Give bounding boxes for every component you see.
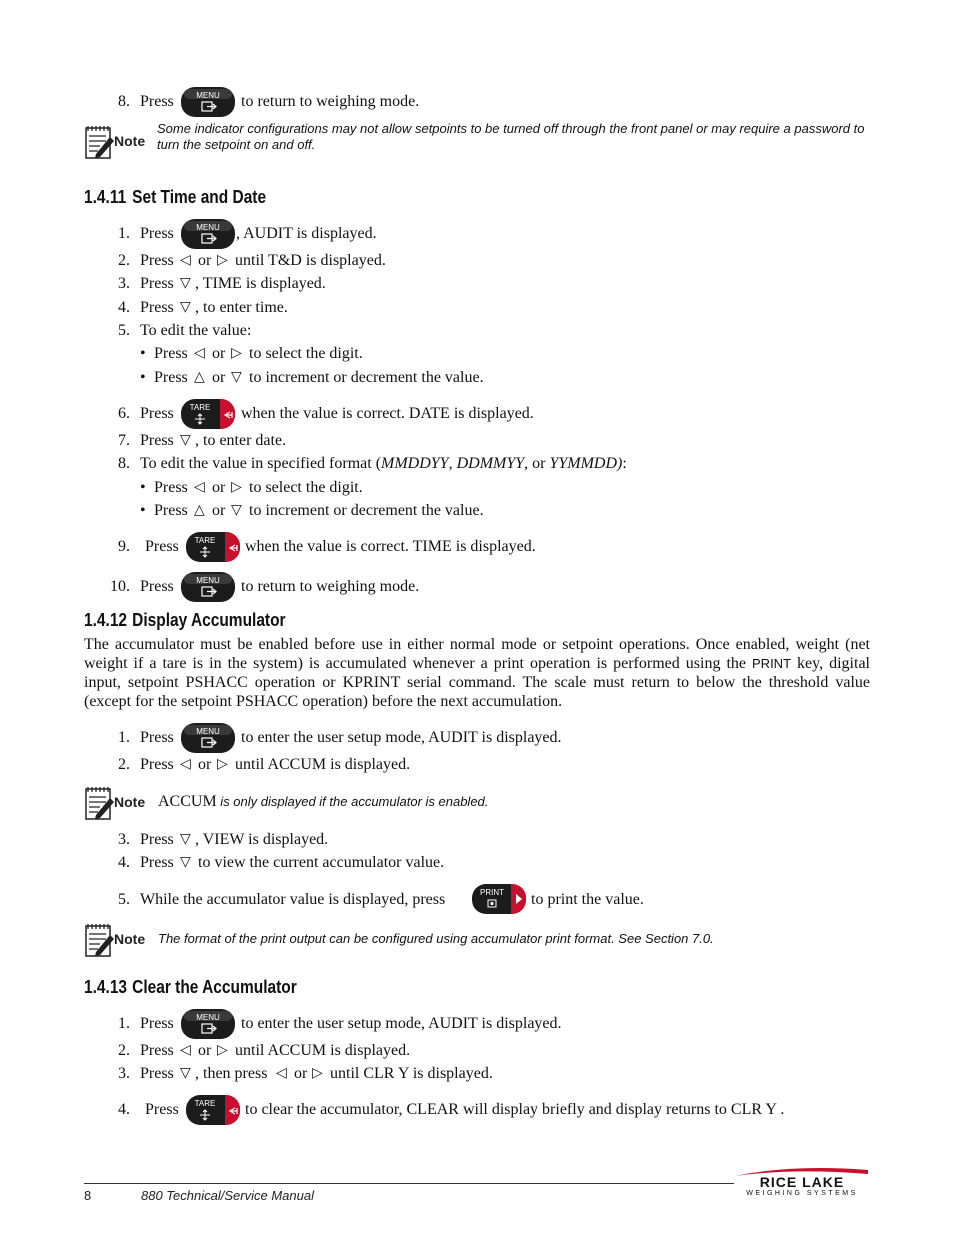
- step-text-post: until T&D is displayed.: [235, 252, 386, 269]
- step-number: 1.: [118, 225, 130, 242]
- down-arrow-icon: ▽: [180, 1066, 191, 1081]
- or-text: or: [212, 345, 226, 362]
- step-text-post: until ACCUM is displayed.: [235, 1042, 411, 1059]
- section-title: Set Time and Date: [132, 187, 267, 207]
- left-arrow-icon: ◁: [180, 757, 191, 772]
- logo-sub-text: WEIGHING SYSTEMS: [746, 1190, 858, 1197]
- step-text-post: , TIME is displayed.: [195, 275, 326, 292]
- step-number: 1.: [118, 1015, 130, 1032]
- step-text-post: to increment or decrement the value.: [249, 502, 484, 519]
- tare-key-icon: [180, 398, 236, 430]
- step-text-post: to return to weighing mode.: [241, 93, 420, 110]
- footer-rule: [84, 1183, 734, 1184]
- step-text: Press: [154, 502, 188, 519]
- note-icon: [84, 124, 154, 160]
- or-text: or: [212, 369, 226, 386]
- note-text: Some indicator configurations may not allow setpoints to be turned off through the front panel or may require a password to turn the setpoint on and off.: [157, 121, 865, 152]
- step-text-mid: , then press: [195, 1065, 268, 1082]
- down-arrow-icon: ▽: [180, 300, 191, 315]
- down-arrow-icon: ▽: [180, 433, 191, 448]
- or-text: or: [198, 1042, 212, 1059]
- step-text-post: to increment or decrement the value.: [249, 369, 484, 386]
- section-title: Display Accumulator: [132, 610, 286, 630]
- section-heading-1-4-13: [84, 977, 297, 998]
- step-text: While the accumulator value is displayed, press: [140, 891, 446, 908]
- step-number: 10.: [110, 578, 130, 595]
- step-text-post: until CLR Y is displayed.: [330, 1065, 493, 1082]
- down-arrow-icon: ▽: [231, 370, 242, 385]
- step-number: 7.: [118, 432, 130, 449]
- step-text: Press: [154, 369, 188, 386]
- step-text: Press: [140, 578, 174, 595]
- down-arrow-icon: ▽: [180, 276, 191, 291]
- or-text: or: [212, 502, 226, 519]
- step-text: Press: [140, 1065, 174, 1082]
- or-text: or: [212, 479, 226, 496]
- step-number: 3.: [118, 1065, 130, 1082]
- or-text: or: [198, 252, 212, 269]
- right-arrow-icon: ▷: [217, 1043, 228, 1058]
- right-arrow-icon: ▷: [217, 253, 228, 268]
- step-text: Press: [154, 479, 188, 496]
- step-number: 3.: [118, 275, 130, 292]
- or-text: or: [198, 756, 212, 773]
- step-number: 2.: [118, 756, 130, 773]
- left-arrow-icon: ◁: [194, 480, 205, 495]
- down-arrow-icon: ▽: [231, 503, 242, 518]
- section-heading-1-4-11: [84, 187, 266, 208]
- step-text-post: , to enter time.: [195, 299, 288, 316]
- up-arrow-icon: △: [194, 503, 205, 518]
- or-text: or: [294, 1065, 308, 1082]
- step-text: Press: [154, 345, 188, 362]
- step-text: Press: [140, 225, 174, 242]
- page-number: 8: [84, 1188, 92, 1203]
- note-text: The format of the print output can be configured using accumulator print format. See Section 7.0.: [158, 931, 714, 946]
- section-heading-1-4-12: [84, 610, 286, 631]
- step-text-post: when the value is correct. TIME is displayed.: [245, 538, 536, 555]
- separator: ,: [448, 455, 457, 472]
- step-text-post: , AUDIT is displayed.: [236, 225, 377, 242]
- section-number: 1.4.12: [84, 610, 128, 630]
- step-number: 4.: [118, 299, 130, 316]
- step-number: 9.: [118, 538, 130, 555]
- format-intro: To edit the value in specified format (: [140, 455, 382, 472]
- bullet: •: [140, 369, 146, 386]
- rice-lake-logo: [733, 1166, 870, 1198]
- step-text-post: , VIEW is displayed.: [195, 831, 329, 848]
- step-text: Press: [140, 405, 174, 422]
- step-text: Press: [140, 275, 174, 292]
- left-arrow-icon: ◁: [194, 346, 205, 361]
- format-yymmdd: YYMMDD): [549, 455, 623, 472]
- step-number: 2.: [118, 1042, 130, 1059]
- step-text: Press: [140, 854, 174, 871]
- left-arrow-icon: ◁: [180, 253, 191, 268]
- right-arrow-icon: ▷: [231, 346, 242, 361]
- note-body: is only displayed if the accumulator is enabled.: [216, 794, 489, 809]
- right-arrow-icon: ▷: [312, 1066, 323, 1081]
- step-text-post: to return to weighing mode.: [241, 578, 420, 595]
- bullet: •: [140, 345, 146, 362]
- step-number: 5.: [118, 322, 130, 339]
- step-text: Press: [140, 252, 174, 269]
- menu-key-icon: [180, 1008, 236, 1040]
- step-text: Press: [140, 93, 174, 110]
- step-text-post: when the value is correct. DATE is displayed.: [241, 405, 534, 422]
- accumulator-paragraph: [84, 635, 870, 711]
- step-text-post: until ACCUM is displayed.: [235, 756, 411, 773]
- right-arrow-icon: ▷: [231, 480, 242, 495]
- paragraph-text: The accumulator must be enabled before use in either normal mode or setpoint operations. Once enabled, weight (net weight if a tare is in the system) is accumulated whenever a print operation is performed using the: [84, 636, 870, 672]
- step-text: [140, 454, 627, 474]
- print-key-icon: [471, 883, 527, 915]
- menu-key-icon: [180, 571, 236, 603]
- step-text-post: to select the digit.: [249, 345, 363, 362]
- logo-main-text: RICE LAKE: [759, 1174, 845, 1190]
- step-text-post: to view the current accumulator value.: [198, 854, 445, 871]
- note-text: [158, 793, 488, 811]
- step-text-post: to print the value.: [531, 891, 644, 908]
- menu-key-icon: [180, 722, 236, 754]
- step-text-post: to enter the user setup mode, AUDIT is displayed.: [241, 1015, 562, 1032]
- step-text-post: to enter the user setup mode, AUDIT is displayed.: [241, 729, 562, 746]
- note-icon: [84, 922, 154, 958]
- step-number: 8.: [118, 455, 130, 472]
- step-number: 6.: [118, 405, 130, 422]
- step-text: Press: [140, 831, 174, 848]
- step-text: Press: [140, 1042, 174, 1059]
- step-number: 2.: [118, 252, 130, 269]
- accum-word: ACCUM: [158, 793, 217, 810]
- left-arrow-icon: ◁: [180, 1043, 191, 1058]
- print-key-label: PRINT: [752, 656, 792, 671]
- colon: :: [622, 455, 627, 472]
- step-text-post: to select the digit.: [249, 479, 363, 496]
- step-text-post: , to enter date.: [195, 432, 287, 449]
- tare-key-icon: [185, 1094, 241, 1126]
- step-text: Press: [145, 1101, 179, 1118]
- down-arrow-icon: ▽: [180, 832, 191, 847]
- step-text: Press: [145, 538, 179, 555]
- step-number: 4.: [118, 854, 130, 871]
- paragraph-text: key, digital input, setpoint PSHACC operation or KPRINT serial command. The scale must return to below the threshold value (except for the setpoint PSHACC operation) before the next accumulation.: [84, 655, 870, 710]
- left-arrow-icon: ◁: [276, 1066, 287, 1081]
- up-arrow-icon: △: [194, 370, 205, 385]
- step-text: Press: [140, 432, 174, 449]
- section-title: Clear the Accumulator: [132, 977, 297, 997]
- bullet: •: [140, 479, 146, 496]
- section-number: 1.4.13: [84, 977, 128, 997]
- section-number: 1.4.11: [84, 187, 127, 207]
- step-text: Press: [140, 756, 174, 773]
- step-text: To edit the value:: [140, 322, 252, 339]
- step-number: 3.: [118, 831, 130, 848]
- manual-title: 880 Technical/Service Manual: [141, 1188, 314, 1203]
- step-number: 8.: [118, 93, 130, 110]
- menu-key-icon: [180, 86, 236, 118]
- step-number: 4.: [118, 1101, 130, 1118]
- down-arrow-icon: ▽: [180, 855, 191, 870]
- format-ddmmyy: DDMMYY: [456, 455, 525, 472]
- right-arrow-icon: ▷: [217, 757, 228, 772]
- bullet: •: [140, 502, 146, 519]
- step-text: Press: [140, 729, 174, 746]
- step-number: 5.: [118, 891, 130, 908]
- step-number: 1.: [118, 729, 130, 746]
- format-mmddyy: MMDDYY: [381, 455, 449, 472]
- menu-key-icon: [180, 218, 236, 250]
- step-text-post: to clear the accumulator, CLEAR will display briefly and display returns to CLR Y .: [245, 1101, 785, 1118]
- separator: , or: [524, 455, 550, 472]
- step-text: Press: [140, 1015, 174, 1032]
- note-icon: [84, 785, 154, 821]
- step-text: Press: [140, 299, 174, 316]
- tare-key-icon: [185, 531, 241, 563]
